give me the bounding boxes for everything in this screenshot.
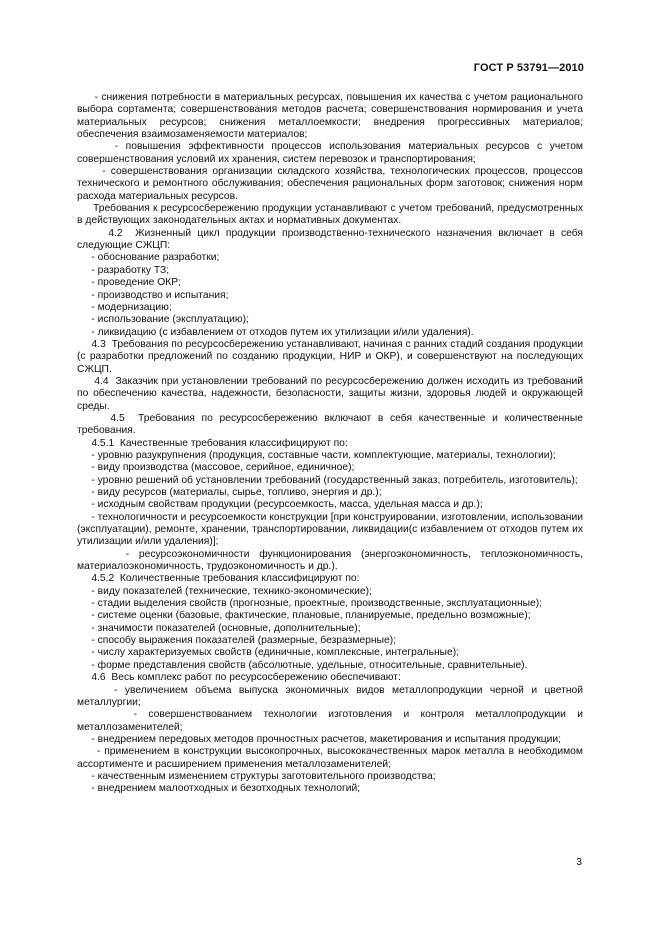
paragraph: 4.5.2 Количественные требования классифицируют по: <box>77 573 360 585</box>
list-item: - производство и испытания; <box>77 289 229 301</box>
paragraph: 4.6 Весь комплекс работ по ресурсосбережению обеспечивают: <box>77 672 401 684</box>
paragraph: 4.5 Требования по ресурсосбережению включают в себя качественные и количественные требования. <box>77 412 586 437</box>
paragraph: 4.3 Требования по ресурсосбережению устанавливают, начиная с ранних стадий создания продукции (с разработки предложений по созданию продукции, НИР и ОКР), и совершенствуют на последующих СЖЦП. <box>77 338 586 375</box>
paragraph: 4.2 Жизненный цикл продукции производственно-технического назначения включает в себя следующие СЖЦП: <box>77 227 586 252</box>
paragraph: - снижения потребности в материальных ресурсах, повышения их качества с учетом рационального выбора сортамента; совершенствования методов расчета; совершенствования нормирования и учета материальных ресурсов; снижения металлоемкости; внедрения прогрессивных материалов; обеспечения взаимозаменяемости материалов; <box>77 92 586 141</box>
page-number: 3 <box>576 857 582 868</box>
list-item: - форме представления свойств (абсолютные, удельные, относительные, сравнительные). <box>77 659 528 671</box>
list-item: - виду показателей (технические, технико-экономические); <box>77 585 372 597</box>
paragraph: - совершенствования организации складского хозяйства, технологических процессов, процессов технического и ремонтного обслуживания; обеспечения рациональных форм заготовок; снижения норм расхода материальных ресурсов. <box>77 166 586 202</box>
list-item: - исходным свойствам продукции (ресурсоемкость, масса, удельная масса и др.); <box>77 499 483 511</box>
list-item: - разработку ТЗ; <box>77 264 170 276</box>
list-item: - технологичности и ресурсоемкости конструкции [при конструировании, изготовлении, использовании (эксплуатации), ремонте, хранении, транспортировании, ликвидации(с избавлением от отходов путем их утилизации и/или удаления)]; <box>77 511 586 548</box>
list-item: - ресурсоэкономичности функционирования (энергоэкономичность, теплоэкономичность, материалоэкономичность, трудоэкономичность и др.). <box>77 548 586 573</box>
list-item: - ликвидацию (с избавлением от отходов путем их утилизации и/или удаления). <box>77 326 474 338</box>
list-item: - внедрением малоотходных и безотходных технологий; <box>77 783 361 795</box>
list-item: - качественным изменением структуры заготовительного производства; <box>77 770 436 782</box>
paragraph: 4.4 Заказчик при установлении требований по ресурсосбережению должен исходить из требований по обеспечению качества, надежности, безопасности, защиты жизни, здоровья людей и окружающей среды. <box>77 375 586 412</box>
list-item: - уровню решений об установлении требований (государственный заказ, потребитель, изготовитель); <box>77 474 578 486</box>
list-item: - увеличением объема выпуска экономичных видов металлопродукции черной и цветной металлургии; <box>77 684 586 708</box>
paragraph: - повышения эффективности процессов использования материальных ресурсов с учетом совершенствования условий их хранения, систем перевозок и транспортирования; <box>77 141 586 165</box>
list-item: - виду производства (массовое, серийное, единичное); <box>77 462 355 474</box>
list-item: - уровню разукрупнения (продукция, составные части, комплектующие, материалы, технологии); <box>77 449 556 461</box>
paragraph: 4.5.1 Качественные требования классифицируют по: <box>77 437 348 449</box>
list-item: - способу выражения показателей (размерные, безразмерные); <box>77 635 396 647</box>
paragraph: Требования к ресурсосбережению продукции устанавливают с учетом требований, предусмотренных в действующих законодательных актах и нормативных документах. <box>77 203 586 227</box>
list-item: - модернизацию; <box>77 301 172 313</box>
list-item: - обоснование разработки; <box>77 252 220 264</box>
list-item: - внедрением передовых методов прочностных расчетов, макетирования и испытания продукции; <box>77 733 562 745</box>
list-item: - совершенствованием технологии изготовления и контроля металлопродукции и металлозаменителей; <box>77 709 586 733</box>
list-item: - проведение ОКР; <box>77 277 181 289</box>
list-item: - стадии выделения свойств (прогнозные, проектные, производственные, эксплуатационные); <box>77 598 543 610</box>
list-item: - значимости показателей (основные, дополнительные); <box>77 622 361 634</box>
list-item: - использование (эксплуатацию); <box>77 314 249 326</box>
document-id-header: ГОСТ Р 53791—2010 <box>473 62 584 74</box>
list-item: - применением в конструкции высокопрочных, высококачественных марок металла в необходимом ассортименте и расширением применения металлозаменителей; <box>77 746 586 770</box>
list-item: - числу характеризуемых свойств (единичные, комплексные, интегральные); <box>77 647 460 659</box>
document-body <box>77 92 586 796</box>
list-item: - виду ресурсов (материалы, сырье, топливо, энергия и др.); <box>77 487 382 498</box>
list-item: - системе оценки (базовые, фактические, плановые, планируемые, предельно возможные); <box>77 610 531 622</box>
